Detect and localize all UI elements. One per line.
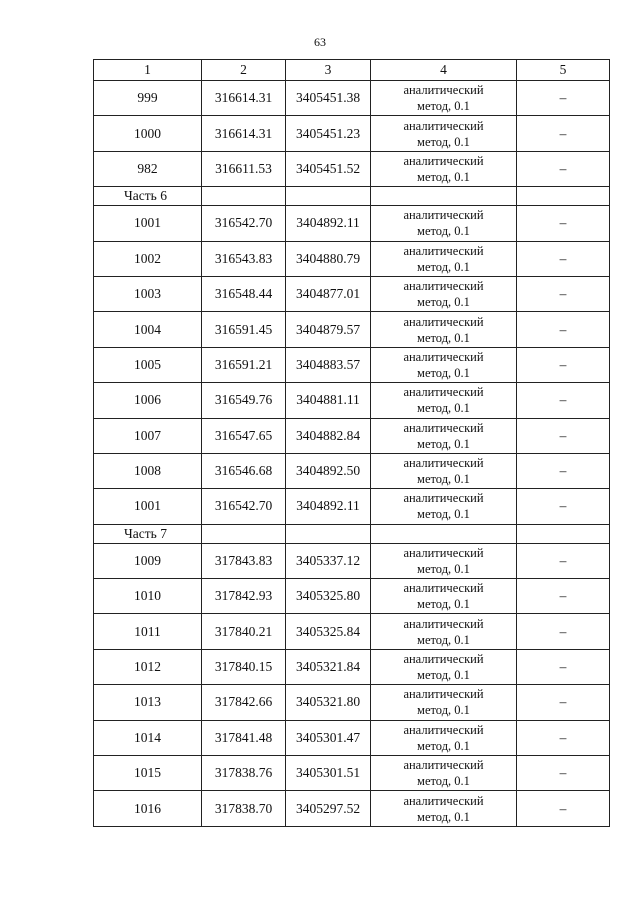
y-coordinate-cell: 3404892.50: [286, 453, 371, 488]
method-line-1: аналитический: [403, 456, 484, 471]
table-row: [94, 649, 610, 684]
method-line-1: аналитический: [403, 545, 484, 560]
method-line-1: аналитический: [403, 652, 484, 667]
dash-cell: –: [517, 720, 610, 755]
method-cell: [371, 720, 517, 755]
method-cell: [371, 276, 517, 311]
point-number-cell: 1016: [94, 791, 202, 826]
section-row: [94, 524, 610, 543]
point-number-cell: 1006: [94, 383, 202, 418]
x-coordinate-cell: 316591.21: [202, 347, 286, 382]
empty-cell: [202, 524, 286, 543]
method-cell: [371, 579, 517, 614]
x-coordinate-cell: 317841.48: [202, 720, 286, 755]
method-cell: [371, 418, 517, 453]
point-number-cell: 1002: [94, 241, 202, 276]
dash-cell: –: [517, 206, 610, 241]
dash-cell: –: [517, 81, 610, 116]
header-cell: 4: [371, 60, 517, 81]
dash-cell: –: [517, 347, 610, 382]
table-row: [94, 383, 610, 418]
method-line-2: метод, 0.1: [417, 561, 470, 576]
dash-cell: –: [517, 418, 610, 453]
dash-cell: –: [517, 241, 610, 276]
point-number-cell: 1013: [94, 685, 202, 720]
section-row: [94, 187, 610, 206]
method-cell: [371, 241, 517, 276]
y-coordinate-cell: 3404892.11: [286, 489, 371, 524]
method-line-1: аналитический: [403, 491, 484, 506]
x-coordinate-cell: 316611.53: [202, 151, 286, 186]
method-line-2: метод, 0.1: [417, 507, 470, 522]
method-line-1: аналитический: [403, 153, 484, 168]
section-label: Часть 6: [94, 187, 202, 206]
y-coordinate-cell: 3405297.52: [286, 791, 371, 826]
y-coordinate-cell: 3405321.80: [286, 685, 371, 720]
x-coordinate-cell: 317838.70: [202, 791, 286, 826]
method-cell: [371, 543, 517, 578]
method-line-2: метод, 0.1: [417, 436, 470, 451]
method-line-1: аналитический: [403, 616, 484, 631]
page-number: 63: [314, 35, 326, 49]
point-number-cell: 1008: [94, 453, 202, 488]
y-coordinate-cell: 3405451.23: [286, 116, 371, 151]
y-coordinate-cell: 3404892.11: [286, 206, 371, 241]
point-number-cell: 1014: [94, 720, 202, 755]
point-number-cell: 1004: [94, 312, 202, 347]
header-cell: 3: [286, 60, 371, 81]
dash-cell: –: [517, 276, 610, 311]
method-line-2: метод, 0.1: [417, 774, 470, 789]
method-line-2: метод, 0.1: [417, 259, 470, 274]
method-line-2: метод, 0.1: [417, 597, 470, 612]
empty-cell: [371, 187, 517, 206]
method-line-2: метод, 0.1: [417, 295, 470, 310]
y-coordinate-cell: 3405451.52: [286, 151, 371, 186]
y-coordinate-cell: 3405325.80: [286, 579, 371, 614]
x-coordinate-cell: 317840.15: [202, 649, 286, 684]
table-row: [94, 151, 610, 186]
method-line-1: аналитический: [403, 118, 484, 133]
x-coordinate-cell: 316548.44: [202, 276, 286, 311]
x-coordinate-cell: 316591.45: [202, 312, 286, 347]
dash-cell: –: [517, 151, 610, 186]
x-coordinate-cell: 316547.65: [202, 418, 286, 453]
y-coordinate-cell: 3405301.47: [286, 720, 371, 755]
table-row: [94, 756, 610, 791]
point-number-cell: 982: [94, 151, 202, 186]
method-cell: [371, 151, 517, 186]
table-row: [94, 116, 610, 151]
method-line-2: метод, 0.1: [417, 365, 470, 380]
dash-cell: –: [517, 453, 610, 488]
y-coordinate-cell: 3405321.84: [286, 649, 371, 684]
point-number-cell: 1005: [94, 347, 202, 382]
y-coordinate-cell: 3405337.12: [286, 543, 371, 578]
header-cell: 2: [202, 60, 286, 81]
table-row: [94, 347, 610, 382]
y-coordinate-cell: 3404883.57: [286, 347, 371, 382]
table-row: [94, 276, 610, 311]
point-number-cell: 1011: [94, 614, 202, 649]
y-coordinate-cell: 3404880.79: [286, 241, 371, 276]
y-coordinate-cell: 3404881.11: [286, 383, 371, 418]
method-line-2: метод, 0.1: [417, 99, 470, 114]
y-coordinate-cell: 3404882.84: [286, 418, 371, 453]
point-number-cell: 1003: [94, 276, 202, 311]
dash-cell: –: [517, 116, 610, 151]
method-line-2: метод, 0.1: [417, 330, 470, 345]
empty-cell: [286, 187, 371, 206]
method-line-2: метод, 0.1: [417, 169, 470, 184]
table-header-row: [94, 60, 610, 81]
table-row: [94, 579, 610, 614]
point-number-cell: 1010: [94, 579, 202, 614]
method-line-2: метод, 0.1: [417, 224, 470, 239]
empty-cell: [286, 524, 371, 543]
dash-cell: –: [517, 756, 610, 791]
x-coordinate-cell: 316542.70: [202, 489, 286, 524]
table-row: [94, 206, 610, 241]
method-line-1: аналитический: [403, 385, 484, 400]
table-body: [94, 60, 610, 827]
x-coordinate-cell: 316546.68: [202, 453, 286, 488]
method-cell: [371, 116, 517, 151]
method-line-2: метод, 0.1: [417, 809, 470, 824]
x-coordinate-cell: 316542.70: [202, 206, 286, 241]
dash-cell: –: [517, 543, 610, 578]
method-line-1: аналитический: [403, 793, 484, 808]
dash-cell: –: [517, 614, 610, 649]
table-row: [94, 241, 610, 276]
method-cell: [371, 347, 517, 382]
method-line-1: аналитический: [403, 758, 484, 773]
method-line-1: аналитический: [403, 314, 484, 329]
dash-cell: –: [517, 383, 610, 418]
method-cell: [371, 791, 517, 826]
method-line-1: аналитический: [403, 83, 484, 98]
dash-cell: –: [517, 489, 610, 524]
point-number-cell: 999: [94, 81, 202, 116]
x-coordinate-cell: 316543.83: [202, 241, 286, 276]
method-cell: [371, 489, 517, 524]
x-coordinate-cell: 317843.83: [202, 543, 286, 578]
dash-cell: –: [517, 312, 610, 347]
method-cell: [371, 756, 517, 791]
header-cell: 1: [94, 60, 202, 81]
table-row: [94, 453, 610, 488]
y-coordinate-cell: 3404879.57: [286, 312, 371, 347]
method-cell: [371, 685, 517, 720]
point-number-cell: 1015: [94, 756, 202, 791]
x-coordinate-cell: 316614.31: [202, 116, 286, 151]
table-row: [94, 418, 610, 453]
method-line-1: аналитический: [403, 420, 484, 435]
method-line-2: метод, 0.1: [417, 668, 470, 683]
method-line-2: метод, 0.1: [417, 401, 470, 416]
method-cell: [371, 81, 517, 116]
method-line-2: метод, 0.1: [417, 632, 470, 647]
method-line-1: аналитический: [403, 243, 484, 258]
method-line-2: метод, 0.1: [417, 703, 470, 718]
method-cell: [371, 614, 517, 649]
y-coordinate-cell: 3405451.38: [286, 81, 371, 116]
point-number-cell: 1001: [94, 489, 202, 524]
y-coordinate-cell: 3405301.51: [286, 756, 371, 791]
method-cell: [371, 453, 517, 488]
method-cell: [371, 206, 517, 241]
method-line-2: метод, 0.1: [417, 472, 470, 487]
empty-cell: [371, 524, 517, 543]
method-line-1: аналитический: [403, 687, 484, 702]
table-row: [94, 685, 610, 720]
method-line-2: метод, 0.1: [417, 738, 470, 753]
dash-cell: –: [517, 685, 610, 720]
table-row: [94, 720, 610, 755]
x-coordinate-cell: 316549.76: [202, 383, 286, 418]
table-row: [94, 81, 610, 116]
point-number-cell: 1012: [94, 649, 202, 684]
dash-cell: –: [517, 649, 610, 684]
method-line-1: аналитический: [403, 581, 484, 596]
method-line-1: аналитический: [403, 722, 484, 737]
table-row: [94, 489, 610, 524]
empty-cell: [517, 524, 610, 543]
empty-cell: [202, 187, 286, 206]
y-coordinate-cell: 3405325.84: [286, 614, 371, 649]
table-row: [94, 791, 610, 826]
point-number-cell: 1001: [94, 206, 202, 241]
coordinates-table: [93, 59, 610, 827]
x-coordinate-cell: 317842.66: [202, 685, 286, 720]
dash-cell: –: [517, 791, 610, 826]
point-number-cell: 1007: [94, 418, 202, 453]
empty-cell: [517, 187, 610, 206]
y-coordinate-cell: 3404877.01: [286, 276, 371, 311]
method-line-1: аналитический: [403, 208, 484, 223]
section-label: Часть 7: [94, 524, 202, 543]
x-coordinate-cell: 316614.31: [202, 81, 286, 116]
point-number-cell: 1009: [94, 543, 202, 578]
x-coordinate-cell: 317842.93: [202, 579, 286, 614]
dash-cell: –: [517, 579, 610, 614]
x-coordinate-cell: 317838.76: [202, 756, 286, 791]
method-line-2: метод, 0.1: [417, 134, 470, 149]
table-row: [94, 312, 610, 347]
header-cell: 5: [517, 60, 610, 81]
point-number-cell: 1000: [94, 116, 202, 151]
x-coordinate-cell: 317840.21: [202, 614, 286, 649]
method-cell: [371, 649, 517, 684]
method-cell: [371, 383, 517, 418]
method-line-1: аналитический: [403, 349, 484, 364]
method-cell: [371, 312, 517, 347]
table-row: [94, 543, 610, 578]
method-line-1: аналитический: [403, 279, 484, 294]
table-row: [94, 614, 610, 649]
